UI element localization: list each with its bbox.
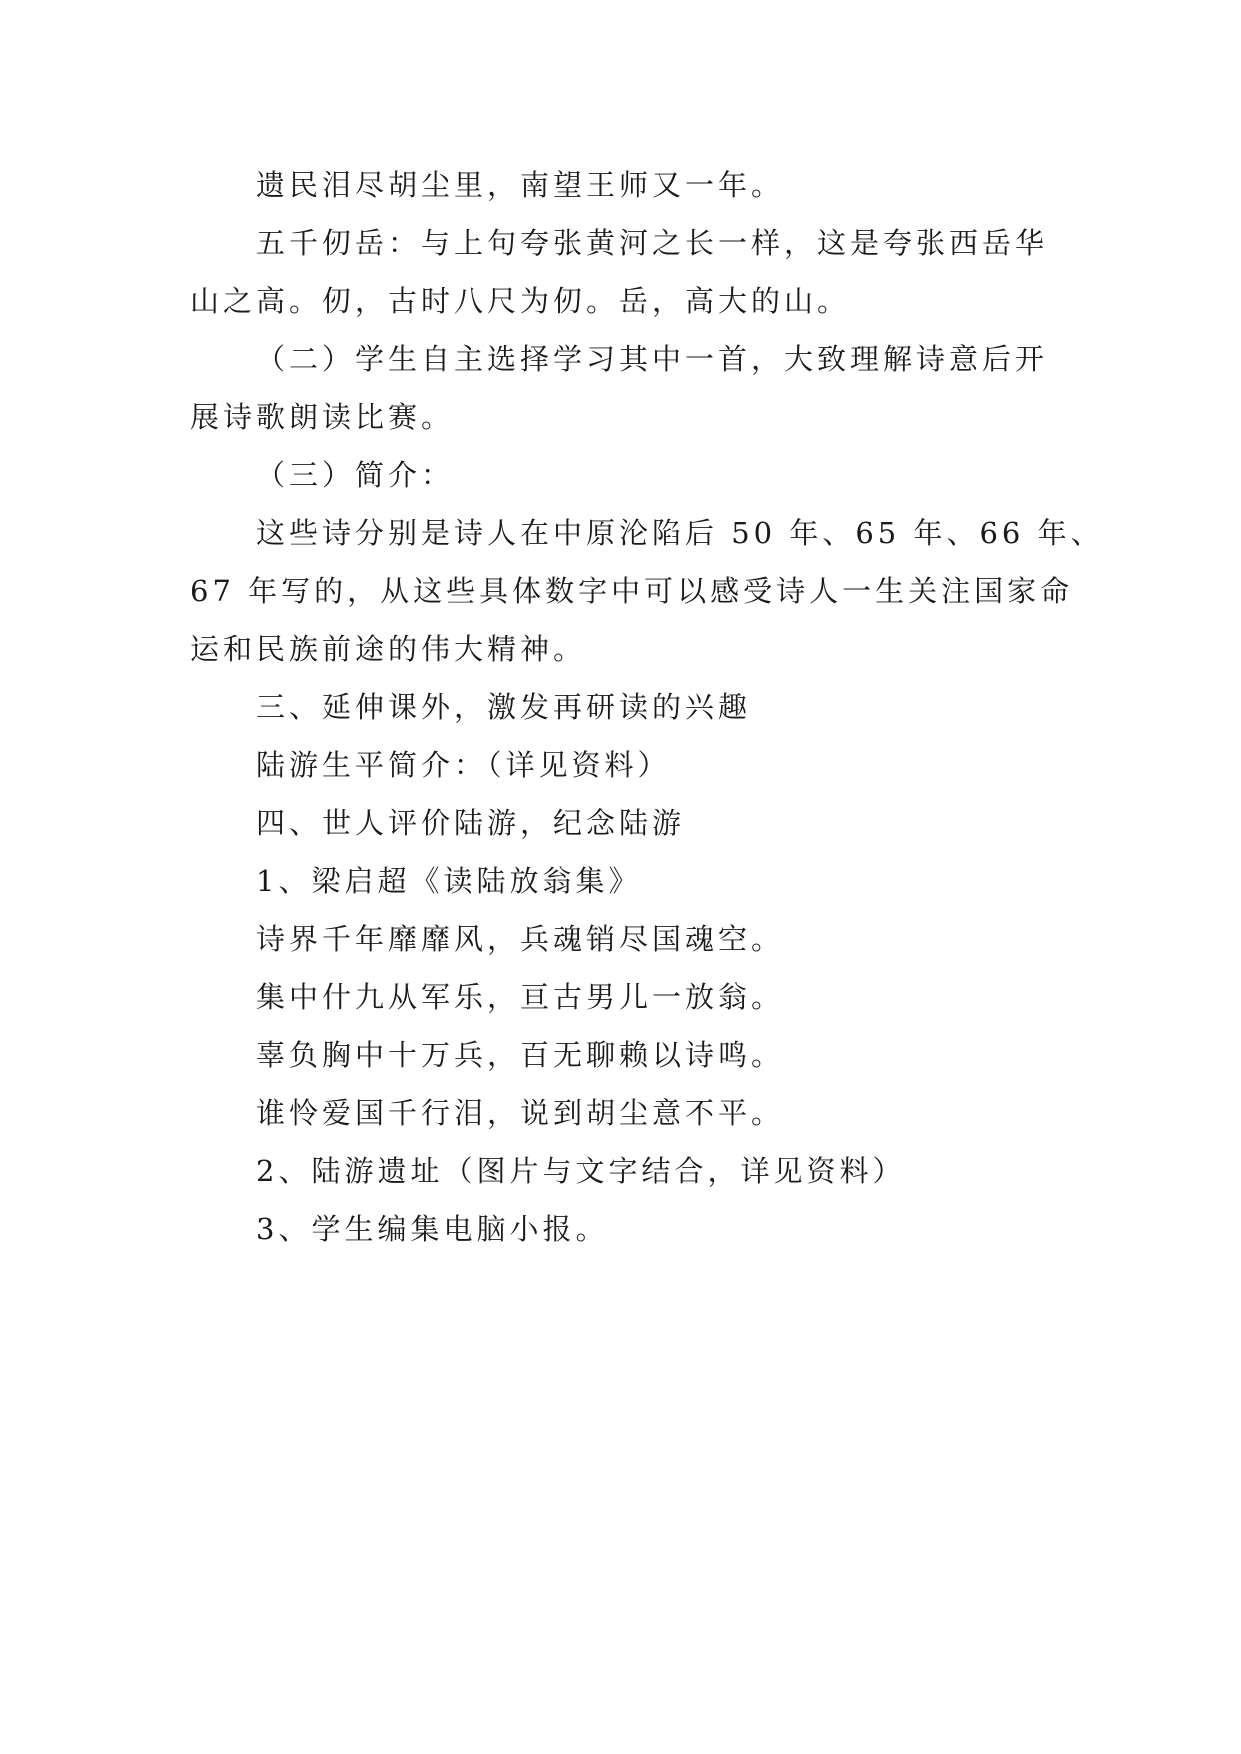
paragraph-line: 运和民族前途的伟大精神。 <box>190 632 587 666</box>
list-item: 1、梁启超《读陆放翁集》 <box>256 864 642 898</box>
paragraph-line: 展诗歌朗读比赛。 <box>190 400 455 434</box>
poem-line: 遗民泪尽胡尘里，南望王师又一年。 <box>256 168 785 202</box>
poem-line: 辜负胸中十万兵，百无聊赖以诗鸣。 <box>256 1038 785 1072</box>
paragraph-line: 这些诗分别是诗人在中原沦陷后 50 年、65 年、66 年、 <box>256 516 1104 550</box>
section-heading: 四、世人评价陆游，纪念陆游 <box>256 806 686 840</box>
paragraph-line: 五千仞岳：与上句夸张黄河之长一样，这是夸张西岳华 <box>256 226 1049 260</box>
list-item: 3、学生编集电脑小报。 <box>256 1212 609 1246</box>
poem-line: 诗界千年靡靡风，兵魂销尽国魂空。 <box>256 922 785 956</box>
poem-line: 谁怜爱国千行泪，说到胡尘意不平。 <box>256 1096 785 1130</box>
section-heading: （二）学生自主选择学习其中一首，大致理解诗意后开 <box>256 342 1049 376</box>
section-heading: 三、延伸课外，激发再研读的兴趣 <box>256 690 752 724</box>
poem-line: 集中什九从军乐，亘古男儿一放翁。 <box>256 980 785 1014</box>
section-heading: （三）简介： <box>256 458 455 492</box>
paragraph-line: 山之高。仞，古时八尺为仞。岳，高大的山。 <box>190 284 851 318</box>
list-item: 2、陆游遗址（图片与文字结合，详见资料） <box>256 1154 906 1188</box>
paragraph-line: 陆游生平简介：（详见资料） <box>256 748 671 782</box>
paragraph-line: 67 年写的，从这些具体数字中可以感受诗人一生关注国家命 <box>190 574 1074 608</box>
